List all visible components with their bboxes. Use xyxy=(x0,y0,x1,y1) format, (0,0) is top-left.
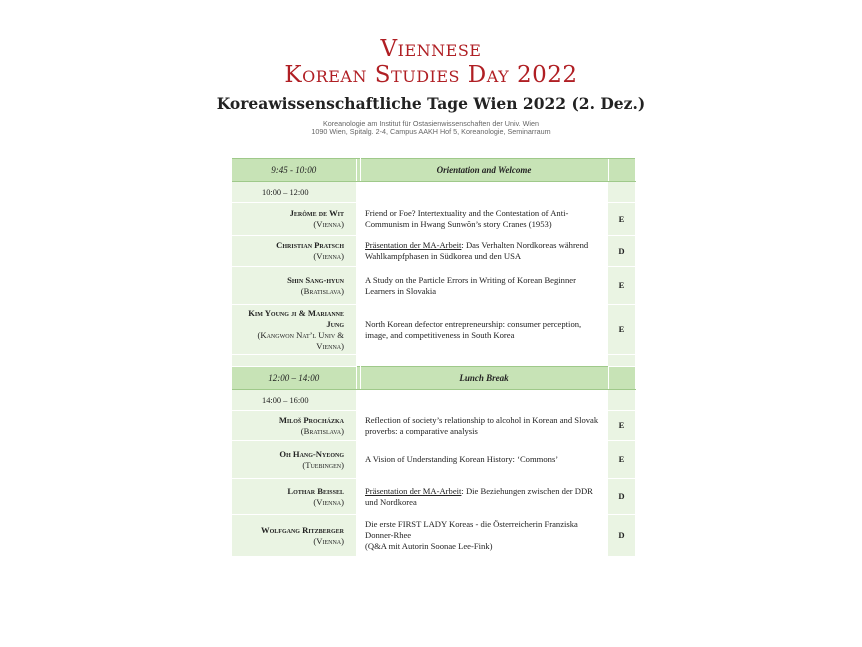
title-line-2: Korean Studies Day 2022 xyxy=(284,62,578,88)
speaker-name: Wolfgang Ritzberger xyxy=(261,524,344,535)
language-code: D xyxy=(608,479,635,515)
language-code: D xyxy=(608,236,635,267)
table-row xyxy=(232,236,635,267)
talk-title: A Vision of Understanding Korean History: ‘Commons’ xyxy=(365,454,559,464)
speaker-affiliation: (Bratislava) xyxy=(300,285,344,296)
language-code: E xyxy=(608,411,635,441)
time-slot-row xyxy=(232,182,635,203)
speaker-name: Lothar Beissel xyxy=(287,485,344,496)
header-label: Lunch Break xyxy=(360,367,608,390)
language-code: E xyxy=(608,441,635,479)
table-row xyxy=(232,479,635,515)
talk-title: Präsentation der MA-Arbeit: Die Beziehungen zwischen der DDR und Nordkorea xyxy=(365,485,593,507)
language-code: E xyxy=(608,305,635,355)
table-row xyxy=(232,411,635,441)
schedule-table xyxy=(232,158,636,557)
time-slot-row xyxy=(232,390,635,411)
speaker-affiliation: (Bratislava) xyxy=(300,425,344,436)
speaker-name: Shin Sang-hyun xyxy=(287,274,344,285)
table-row xyxy=(232,267,635,305)
speaker-name: Miloš Procházka xyxy=(278,414,344,425)
speaker-affiliation: (Vienna) xyxy=(313,535,344,546)
time-slot: 10:00 – 12:00 xyxy=(232,182,356,203)
table-row xyxy=(232,441,635,479)
address-line-1: Koreanologie am Institut für Ostasienwissenschaften der Univ. Wien xyxy=(323,119,539,128)
language-code: E xyxy=(608,267,635,305)
speaker-name: Oh Hang-Nyeong xyxy=(279,448,344,459)
talk-title: Friend or Foe? Intertextuality and the Contestation of Anti-Communism in Hwang Sunwŏn’s story Cranes (1953) xyxy=(365,208,569,229)
title-line-1: Viennese xyxy=(380,36,482,62)
table-row xyxy=(232,515,635,557)
ma-thesis-label: Präsentation der MA-Arbeit xyxy=(365,240,462,250)
talk-title: North Korean defector entrepreneurship: consumer perception, image, and competitiveness in South Korea xyxy=(365,318,582,340)
header-label: Orientation and Welcome xyxy=(360,159,608,182)
header-time: 9:45 - 10:00 xyxy=(232,159,356,182)
schedule-header-orientation xyxy=(232,159,635,182)
speaker-name: Kim Young ji & Marianne Jung xyxy=(248,307,344,329)
header-time: 12:00 – 14:00 xyxy=(232,367,356,390)
time-slot: 14:00 – 16:00 xyxy=(232,390,356,411)
ma-thesis-label: Präsentation der MA-Arbeit xyxy=(365,485,462,496)
talk-title: Präsentation der MA-Arbeit: Das Verhalten Nordkoreas während Wahlkampfphasen in Südkorea und den USA xyxy=(365,240,589,261)
spacer-row xyxy=(232,355,635,367)
language-code: E xyxy=(608,203,635,236)
table-row xyxy=(232,305,635,355)
talk-title: Die erste FIRST LADY Koreas - die Österreicherin Franziska Donner-Rhee xyxy=(365,519,578,540)
speaker-name: Christian Pratsch xyxy=(276,240,344,250)
address-line-2: 1090 Wien, Spitalg. 2-4, Campus AAKH Hof 5, Koreanologie, Seminarraum xyxy=(311,127,551,136)
talk-note: (Q&A mit Autorin Soonae Lee-Fink) xyxy=(365,541,493,551)
subtitle: Koreawissenschaftliche Tage Wien 2022 (2. Dez.) xyxy=(216,94,646,113)
language-code: D xyxy=(608,515,635,557)
talk-title: Reflection of society’s relationship to alcohol in Korean and Slovak proverbs: a comparative analysis xyxy=(365,414,599,436)
speaker-name: Jerôme de Wit xyxy=(289,208,344,218)
speaker-affiliation: (Vienna) xyxy=(313,496,344,507)
speaker-affiliation: (Tuebingen) xyxy=(302,459,344,470)
speaker-affiliation: (Vienna) xyxy=(313,251,344,261)
schedule-header-lunch xyxy=(232,367,635,390)
table-row xyxy=(232,203,635,236)
speaker-affiliation: (Vienna) xyxy=(313,219,344,229)
talk-title: A Study on the Particle Errors in Writing of Korean Beginner Learners in Slovakia xyxy=(365,274,576,296)
speaker-affiliation: (Kangwon Nat’l Univ & Vienna) xyxy=(257,329,344,351)
